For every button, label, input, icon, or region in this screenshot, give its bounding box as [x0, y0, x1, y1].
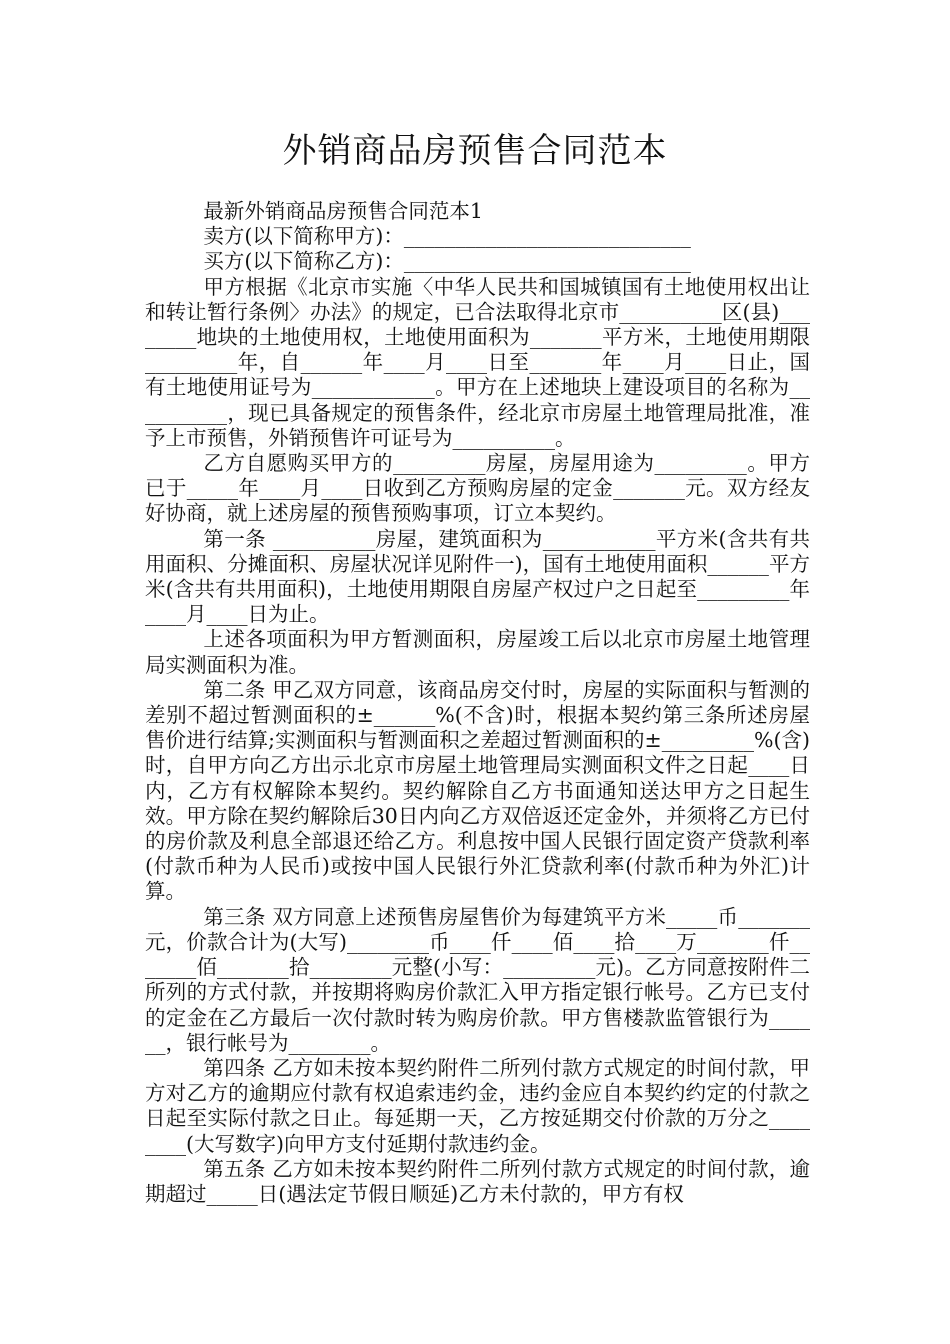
area-note-paragraph: 上述各项面积为甲方暂测面积，房屋竣工后以北京市房屋土地管理局实测面积为准。: [145, 627, 810, 677]
preamble-paragraph: 甲方根据《北京市实施〈中华人民共和国城镇国有土地使用权出让和转让暂行条例〉办法》的规定，已合法取得北京市__________区(县)________地块的土地使用权，土地使用面积为_______平方米，土地使用期限_________年，自______年____月____日至_______年____月____日止，国有土地使用证号为____________。甲方在上述地块上建设项目的名称为__________，现已具备规定的预售条件，经北京市房屋土地管理局批准，准予上市预售，外销预售许可证号为__________。: [145, 274, 810, 450]
article-2: 第二条 甲乙双方同意，该商品房交付时，房屋的实际面积与暂测的差别不超过暂测面积的±______%(不含)时，根据本契约第三条所述房屋售价进行结算;实测面积与暂测面积之差超过暂测面积的±_________%(含)时，自甲方向乙方出示北京市房屋土地管理局实测面积文件之日起____日内，乙方有权解除本契约。契约解除自乙方书面通知送达甲方之日起生效。甲方除在契约解除后30日内向乙方双倍返还定金外，并须将乙方已付的房价款及利息全部退还给乙方。利息按中国人民银行固定资产贷款利率(付款币种为人民币)或按中国人民银行外汇贷款利率(付款币种为外汇)计算。: [145, 677, 810, 904]
article-3: 第三条 双方同意上述预售房屋售价为每建筑平方米_____币_______元，价款合计为(大写)________币____仟____佰____拾____万_______仟_______佰_______拾________元整(小写：_________元)。乙方同意按附件二所列的方式付款，并按期将购房价款汇入甲方指定银行帐号。乙方已支付的定金在乙方最后一次付款时转为购房价款。甲方售楼款监管银行为______，银行帐号为________。: [145, 904, 810, 1055]
article-4: 第四条 乙方如未按本契约附件二所列付款方式规定的时间付款，甲方对乙方的逾期应付款有权追索违约金，违约金应自本契约约定的付款之日起至实际付款之日止。每延期一天，乙方按延期交付价款的万分之________(大写数字)向甲方支付延期付款违约金。: [145, 1055, 810, 1156]
document-title: 外销商品房预售合同范本: [282, 131, 668, 171]
purchase-paragraph: 乙方自愿购买甲方的_________房屋，房屋用途为_________。甲方已于_____年____月____日收到乙方预购房屋的定金_______元。双方经友好协商，就上述房屋的预售预购事项，订立本契约。: [145, 451, 810, 526]
article-1: 第一条 __________房屋，建筑面积为___________平方米(含共有共用面积、分摊面积、房屋状况详见附件一)，国有土地使用面积______平方米(含共有共用面积)，土地使用期限自房屋产权过户之日起至_________年____月____日为止。: [145, 526, 810, 627]
buyer-line: 买方(以下简称乙方)：____________________________: [203, 249, 691, 274]
article-5: 第五条 乙方如未按本契约附件二所列付款方式规定的时间付款，逾期超过_____日(遇法定节假日顺延)乙方未付款的，甲方有权: [145, 1156, 810, 1206]
doc-subtitle: 最新外销商品房预售合同范本1: [203, 199, 483, 223]
document-body: [145, 199, 810, 1207]
seller-line: 卖方(以下简称甲方)：____________________________: [203, 224, 691, 249]
